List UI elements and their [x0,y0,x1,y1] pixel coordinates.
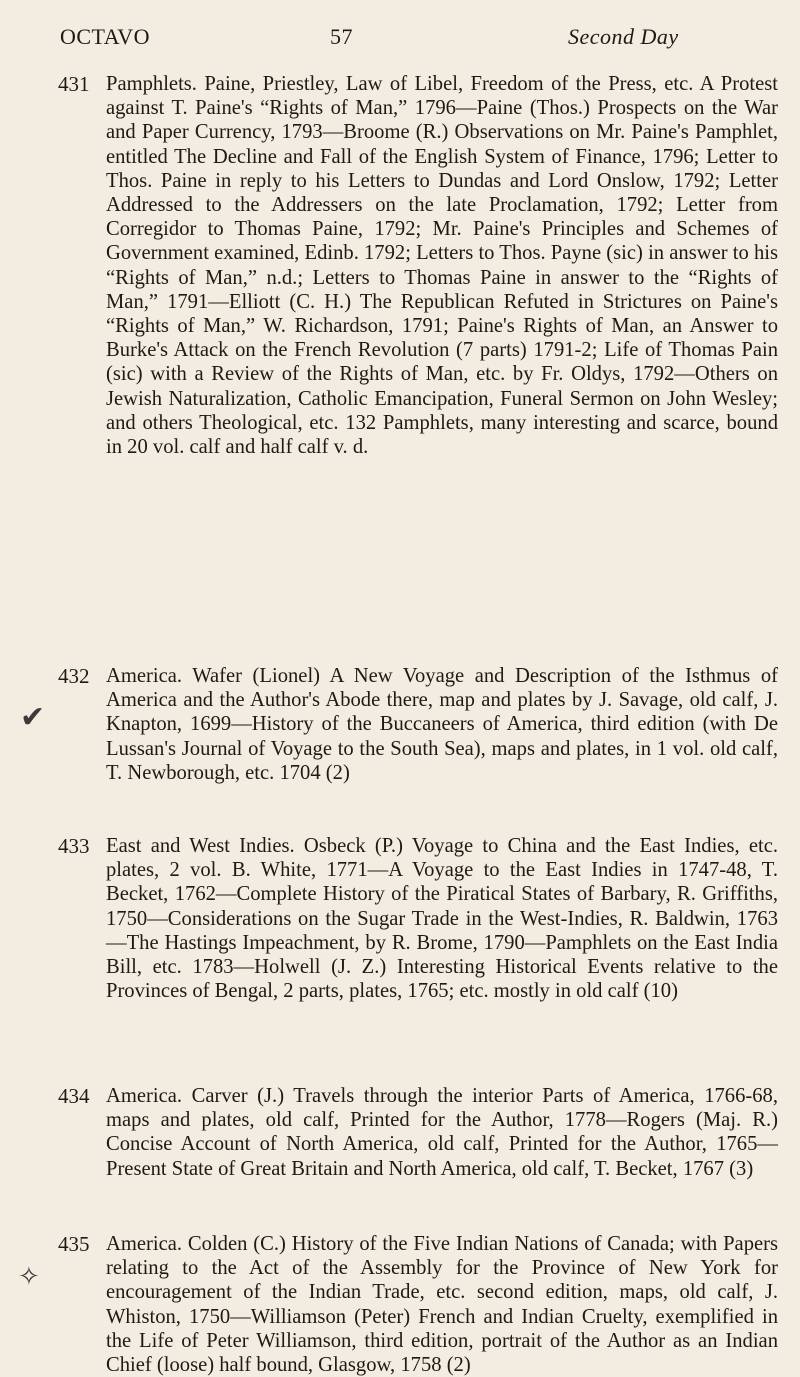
lot-entry [58,1084,778,1214]
lot-number: 435 [58,1232,90,1256]
pencil-check-mark-icon: ✔ [20,701,46,734]
lot-number: 431 [58,72,90,96]
lot-entry [58,72,778,642]
lot-description: America. Colden (C.) History of the Five Indian Nations of Canada; with Papers relating to the Act of the Assembly for the Province of New York for encouragement of the Indian Trade, etc. second edition, maps, old calf, J. Whiston, 1750—Williamson (Peter) French and Indian Cruelty, exemplified in the Life of Peter Williamson, third edition, portrait of the Author as an Indian Chief (loose) half bound, Glasgow, 1758 (2) [106,1233,778,1377]
lot-entry [58,1232,778,1377]
running-head-left: OCTAVO [60,24,151,49]
lot-description: America. Carver (J.) Travels through the interior Parts of America, 1766-68, maps and plates, old calf, Printed for the Author, 1778—Rogers (Maj. R.) Concise Account of North America, old calf, Printed for the Author, 1765—Present State of Great Britain and North America, old calf, T. Becket, 1767 (3) [106,1085,778,1180]
lot-description: Pamphlets. Paine, Priestley, Law of Libel, Freedom of the Press, etc. A Protest against T. Paine's “Rights of Man,” 1796—Paine (Thos.) Prospects on the War and Paper Currency, 1793—Broome (R.) Observations on Mr. Paine's Pamphlet, entitled The Decline and Fall of the English System of Finance, 1796; Letter to Thos. Paine in reply to his Letters to Dundas and Lord Onslow, 1792; Letter Addressed to the Addressers on the late Proclamation, 1792; Letter from Corregidor to Thomas Paine, 1792; Mr. Paine's Principles and Schemes of Government examined, Edinb. 1792; Letters to Thos. Payne (sic) in answer to his “Rights of Man,” n.d.; Letters to Thomas Paine in answer to the “Rights of Man,” 1791—Elliott (C. H.) The Republican Refuted in Strictures on Paine's “Rights of Man,” W. Richardson, 1791; Paine's Rights of Man, an Answer to Burke's Attack on the French Revolution (7 parts) 1791-2; Life of Thomas Pain (sic) with a Review of the Rights of Man, etc. by Fr. Oldys, 1792—Others on Jewish Naturalization, Catholic Emancipation, Funeral Sermon on John Wesley; and others Theological, etc. 132 Pamphlets, many interesting and scarce, bound in 20 vol. calf and half calf v. d. [106,73,778,459]
lot-number: 433 [58,834,90,858]
lot-number: 432 [58,664,90,688]
page-number: 57 [330,24,353,49]
lot-entry [58,834,778,1064]
lot-entry [58,664,778,814]
pencil-mark-icon: ✧ [18,1262,40,1291]
lot-number: 434 [58,1084,90,1108]
lot-description: America. Wafer (Lionel) A New Voyage and Description of the Isthmus of America and the Author's Abode there, map and plates by J. Savage, old calf, J. Knapton, 1699—History of the Buccaneers of America, third edition (with De Lussan's Journal of Voyage to the South Sea), maps and plates, in 1 vol. old calf, T. Newborough, etc. 1704 (2) [106,665,778,784]
running-head-right: Second Day [568,24,679,49]
lot-description: East and West Indies. Osbeck (P.) Voyage to China and the East Indies, etc. plates, 2 vol. B. White, 1771—A Voyage to the East Indies in 1747-48, T. Becket, 1762—Complete History of the Piratical States of Barbary, R. Griffiths, 1750—Considerations on the Sugar Trade in the West-Indies, R. Baldwin, 1763—The Hastings Impeachment, by R. Brome, 1790—Pamphlets on the East India Bill, etc. 1783—Holwell (J. Z.) Interesting Historical Events relative to the Provinces of Bengal, 2 parts, plates, 1765; etc. mostly in old calf (10) [106,835,778,1003]
